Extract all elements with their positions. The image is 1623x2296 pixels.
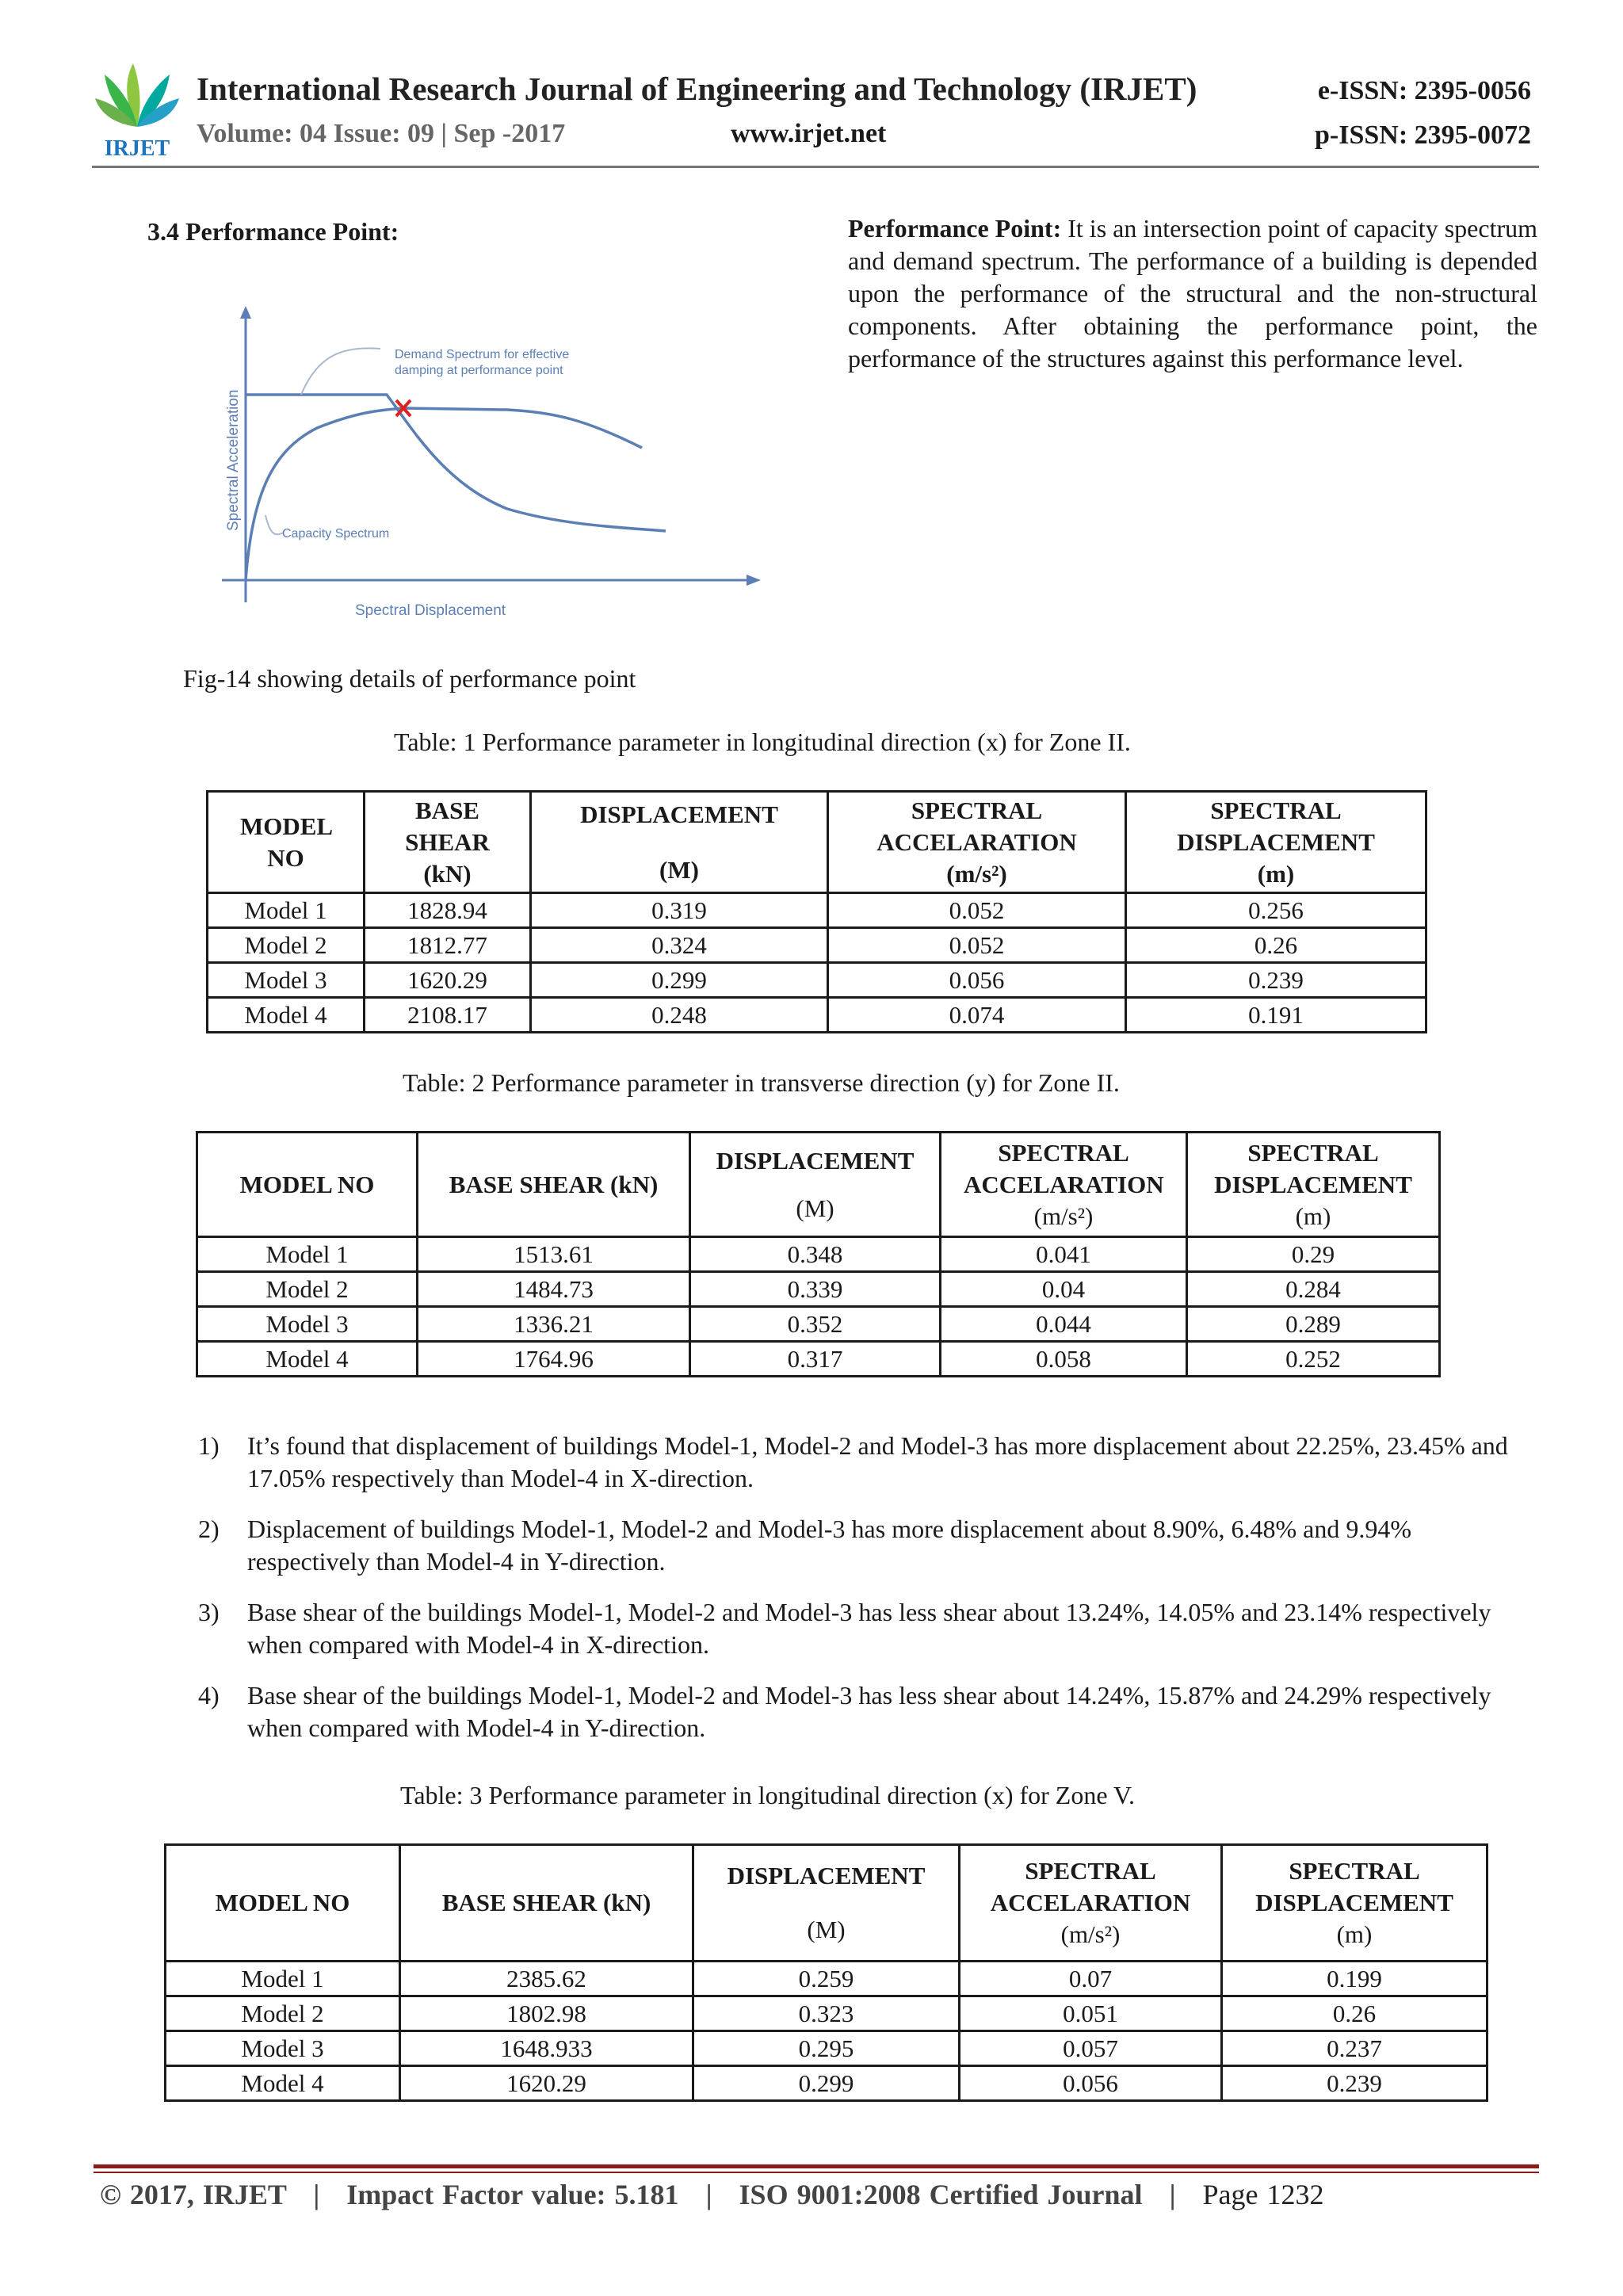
table3-header-spectral-acc bbox=[960, 1845, 1222, 1962]
table2-header-displacement bbox=[690, 1133, 941, 1237]
table1-header-displacement-unit: (M) bbox=[659, 855, 699, 884]
table-cell: 0.289 bbox=[1187, 1307, 1440, 1342]
table1-header-model: MODEL NO bbox=[208, 792, 365, 893]
x-axis-label: Spectral Displacement bbox=[355, 602, 506, 619]
table-cell: Model 1 bbox=[197, 1237, 418, 1272]
table3-header-model: MODEL NO bbox=[166, 1845, 400, 1962]
findings-list bbox=[198, 1430, 1529, 1763]
table-cell: 0.26 bbox=[1126, 928, 1426, 963]
table1-header-displacement bbox=[531, 792, 828, 893]
table-cell: 0.051 bbox=[960, 1996, 1222, 2031]
list-item-text: Base shear of the buildings Model-1, Model-2 and Model-3 has less shear about 14.24%, 15.87% and 24.29% respectively when compared with Model-4 in Y-direction. bbox=[247, 1681, 1491, 1742]
footer-iso: ISO 9001:2008 Certified Journal bbox=[739, 2179, 1143, 2210]
footer-copyright: © 2017, IRJET bbox=[100, 2179, 287, 2210]
table-cell: 0.041 bbox=[941, 1237, 1187, 1272]
table-cell: 0.339 bbox=[690, 1272, 941, 1307]
list-item-text: It’s found that displacement of buildings Model-1, Model-2 and Model-3 has more displacement about 22.25%, 23.45% and 17.05% respectively than Model-4 in X-direction. bbox=[247, 1431, 1508, 1492]
table-cell: 0.348 bbox=[690, 1237, 941, 1272]
performance-point-paragraph bbox=[848, 212, 1537, 375]
table3-header-spectral-acc-unit: (m/s²) bbox=[1060, 1920, 1121, 1948]
table-row bbox=[208, 928, 1426, 963]
y-axis-arrow bbox=[240, 306, 251, 319]
p-issn: p-ISSN: 2395-0072 bbox=[1315, 120, 1531, 150]
table1-header-spectral-disp-unit: (m) bbox=[1257, 859, 1295, 888]
table3 bbox=[164, 1843, 1488, 2102]
table-row bbox=[166, 2066, 1487, 2101]
table-cell: 0.04 bbox=[941, 1272, 1187, 1307]
footer bbox=[100, 2178, 1324, 2211]
table2-header-spectral-acc bbox=[941, 1133, 1187, 1237]
table-cell: Model 2 bbox=[166, 1996, 400, 2031]
footer-page-number: Page 1232 bbox=[1202, 2179, 1324, 2210]
table-cell: 1648.933 bbox=[400, 2031, 693, 2066]
list-item bbox=[198, 1596, 1529, 1661]
table-cell: Model 4 bbox=[166, 2066, 400, 2101]
table-cell: 0.057 bbox=[960, 2031, 1222, 2066]
table-cell: 1802.98 bbox=[400, 1996, 693, 2031]
header-divider bbox=[92, 166, 1539, 168]
demand-label-line2: damping at performance point bbox=[395, 364, 563, 377]
table-cell: Model 3 bbox=[197, 1307, 418, 1342]
table-cell: Model 3 bbox=[166, 2031, 400, 2066]
table-row bbox=[197, 1307, 1440, 1342]
table-cell: 1484.73 bbox=[418, 1272, 690, 1307]
logo-leaves-icon bbox=[95, 63, 179, 127]
table-cell: 0.056 bbox=[960, 2066, 1222, 2101]
table1-header-spectral-acc bbox=[828, 792, 1126, 893]
table-row bbox=[208, 963, 1426, 998]
e-issn: e-ISSN: 2395-0056 bbox=[1317, 76, 1531, 105]
table-cell: 0.29 bbox=[1187, 1237, 1440, 1272]
table2-header-displacement-unit: (M) bbox=[796, 1194, 834, 1222]
table-cell: 0.299 bbox=[693, 2066, 960, 2101]
table-cell: 0.056 bbox=[828, 963, 1126, 998]
table1-header-spectral-disp bbox=[1126, 792, 1426, 893]
table-cell: 1336.21 bbox=[418, 1307, 690, 1342]
table-row bbox=[197, 1272, 1440, 1307]
table-cell: Model 2 bbox=[208, 928, 365, 963]
table-cell: 0.239 bbox=[1126, 963, 1426, 998]
demand-label-line1: Demand Spectrum for effective bbox=[395, 348, 570, 361]
table2-header-spectral-disp-text: SPECTRAL DISPLACEMENT bbox=[1214, 1138, 1412, 1198]
table-cell: 0.284 bbox=[1187, 1272, 1440, 1307]
journal-logo bbox=[94, 57, 181, 160]
table3-header-base-shear: BASE SHEAR (kN) bbox=[400, 1845, 693, 1962]
table-cell: 0.052 bbox=[828, 893, 1126, 928]
table-cell: Model 3 bbox=[208, 963, 365, 998]
demand-leader-line bbox=[301, 348, 380, 395]
table3-header-spectral-acc-text: SPECTRAL ACCELARATION bbox=[990, 1857, 1191, 1916]
table-cell: 0.239 bbox=[1222, 2066, 1487, 2101]
footer-divider-thin bbox=[94, 2172, 1539, 2173]
performance-point-term: Performance Point: bbox=[848, 214, 1062, 243]
table3-header-spectral-disp bbox=[1222, 1845, 1487, 1962]
footer-separator: | bbox=[705, 2179, 712, 2210]
table-cell: 0.07 bbox=[960, 1962, 1222, 1996]
table1-header-spectral-disp-text: SPECTRAL DISPLACEMENT bbox=[1177, 796, 1375, 856]
table3-header-displacement bbox=[693, 1845, 960, 1962]
table-cell: 1812.77 bbox=[365, 928, 531, 963]
table2-header-displacement-text: DISPLACEMENT bbox=[716, 1146, 915, 1175]
table-cell: 2385.62 bbox=[400, 1962, 693, 1996]
table2-header-spectral-disp bbox=[1187, 1133, 1440, 1237]
table-cell: Model 1 bbox=[166, 1962, 400, 1996]
list-item bbox=[198, 1679, 1529, 1744]
demand-spectrum-curve bbox=[246, 395, 666, 531]
logo-text: IRJET bbox=[104, 136, 170, 160]
footer-impact-factor: Impact Factor value: 5.181 bbox=[346, 2179, 679, 2210]
table2-caption: Table: 2 Performance parameter in transverse direction (y) for Zone II. bbox=[403, 1068, 1120, 1097]
list-item-text: Displacement of buildings Model-1, Model-2 and Model-3 has more displacement about 8.90%, 6.48% and 9.94% respectively than Model-4 in Y-direction. bbox=[247, 1515, 1412, 1576]
table2-header-spectral-acc-unit: (m/s²) bbox=[1033, 1201, 1094, 1230]
table-cell: 0.199 bbox=[1222, 1962, 1487, 1996]
table-cell: 0.352 bbox=[690, 1307, 941, 1342]
table-cell: 0.248 bbox=[531, 998, 828, 1033]
table1 bbox=[206, 790, 1427, 1033]
table-cell: 0.237 bbox=[1222, 2031, 1487, 2066]
table-cell: Model 4 bbox=[208, 998, 365, 1033]
table-cell: 2108.17 bbox=[365, 998, 531, 1033]
table2-header-base-shear: BASE SHEAR (kN) bbox=[418, 1133, 690, 1237]
table-cell: 1828.94 bbox=[365, 893, 531, 928]
table1-header-base-shear-unit: (kN) bbox=[423, 859, 472, 888]
y-axis-label: Spectral Acceleration bbox=[225, 389, 242, 531]
list-item-number: 4) bbox=[198, 1681, 220, 1710]
table-cell: 0.295 bbox=[693, 2031, 960, 2066]
table2-header-spectral-acc-text: SPECTRAL ACCELARATION bbox=[964, 1138, 1164, 1198]
table-row bbox=[208, 893, 1426, 928]
table-cell: 0.058 bbox=[941, 1342, 1187, 1377]
figure-caption: Fig-14 showing details of performance point bbox=[183, 664, 636, 693]
table-cell: 0.319 bbox=[531, 893, 828, 928]
table1-header-base-shear bbox=[365, 792, 531, 893]
capacity-leader-line bbox=[265, 515, 284, 534]
table-cell: 1620.29 bbox=[365, 963, 531, 998]
table-cell: 1513.61 bbox=[418, 1237, 690, 1272]
table-cell: 0.317 bbox=[690, 1342, 941, 1377]
table-row bbox=[208, 998, 1426, 1033]
footer-separator: | bbox=[1169, 2179, 1176, 2210]
table1-header-base-shear-text: BASE SHEAR bbox=[405, 796, 490, 856]
table-cell: Model 4 bbox=[197, 1342, 418, 1377]
table-cell: 1764.96 bbox=[418, 1342, 690, 1377]
table1-caption: Table: 1 Performance parameter in longitudinal direction (x) for Zone II. bbox=[394, 728, 1131, 756]
table3-header-displacement-unit: (M) bbox=[807, 1916, 846, 1943]
table-cell: 0.256 bbox=[1126, 893, 1426, 928]
table3-caption: Table: 3 Performance parameter in longitudinal direction (x) for Zone V. bbox=[400, 1781, 1135, 1809]
table-cell: 0.324 bbox=[531, 928, 828, 963]
table-cell: 0.323 bbox=[693, 1996, 960, 2031]
table-cell: 0.074 bbox=[828, 998, 1126, 1033]
section-title: 3.4 Performance Point: bbox=[147, 217, 399, 246]
footer-divider bbox=[94, 2164, 1539, 2168]
list-item-number: 3) bbox=[198, 1598, 220, 1626]
table-cell: 0.044 bbox=[941, 1307, 1187, 1342]
table-row bbox=[166, 1996, 1487, 2031]
journal-title: International Research Journal of Engineering and Technology (IRJET) bbox=[197, 71, 1197, 107]
capacity-label: Capacity Spectrum bbox=[282, 527, 390, 541]
performance-point-text: It is an intersection point of capacity spectrum and demand spectrum. The performance of a building is depended upon the performance of the structural and the non-structural components. After obtaining the performance point, the performance of the structures against this performance level. bbox=[848, 214, 1538, 372]
table1-header-spectral-acc-text: SPECTRAL ACCELARATION bbox=[876, 796, 1077, 856]
table-row bbox=[166, 1962, 1487, 1996]
table1-header-spectral-acc-unit: (m/s²) bbox=[946, 859, 1007, 888]
volume-issue: Volume: 04 Issue: 09 | Sep -2017 bbox=[197, 119, 566, 148]
table2-header-model: MODEL NO bbox=[197, 1133, 418, 1237]
capacity-spectrum-curve bbox=[246, 408, 642, 580]
list-item-number: 1) bbox=[198, 1431, 220, 1460]
table-row bbox=[197, 1342, 1440, 1377]
footer-separator: | bbox=[313, 2179, 320, 2210]
table-cell: 0.191 bbox=[1126, 998, 1426, 1033]
journal-website[interactable]: www.irjet.net bbox=[731, 119, 887, 148]
table-row bbox=[166, 2031, 1487, 2066]
table-row bbox=[197, 1237, 1440, 1272]
table1-header-displacement-text: DISPLACEMENT bbox=[580, 800, 778, 828]
table2 bbox=[196, 1131, 1441, 1377]
x-axis-arrow bbox=[747, 575, 761, 586]
table-cell: 0.299 bbox=[531, 963, 828, 998]
table-cell: 0.259 bbox=[693, 1962, 960, 1996]
table-cell: 0.052 bbox=[828, 928, 1126, 963]
table-cell: 0.26 bbox=[1222, 1996, 1487, 2031]
table-cell: Model 1 bbox=[208, 893, 365, 928]
table2-header-spectral-disp-unit: (m) bbox=[1295, 1201, 1331, 1230]
table3-header-displacement-text: DISPLACEMENT bbox=[727, 1862, 926, 1889]
performance-point-figure bbox=[214, 301, 785, 634]
list-item bbox=[198, 1513, 1529, 1578]
list-item bbox=[198, 1430, 1529, 1495]
table-cell: 1620.29 bbox=[400, 2066, 693, 2101]
table-cell: 0.252 bbox=[1187, 1342, 1440, 1377]
table3-header-spectral-disp-text: SPECTRAL DISPLACEMENT bbox=[1255, 1857, 1453, 1916]
table3-header-spectral-disp-unit: (m) bbox=[1336, 1920, 1373, 1948]
list-item-text: Base shear of the buildings Model-1, Model-2 and Model-3 has less shear about 13.24%, 14.05% and 23.14% respectively when compared with Model-4 in X-direction. bbox=[247, 1598, 1491, 1659]
table-cell: Model 2 bbox=[197, 1272, 418, 1307]
list-item-number: 2) bbox=[198, 1515, 220, 1543]
